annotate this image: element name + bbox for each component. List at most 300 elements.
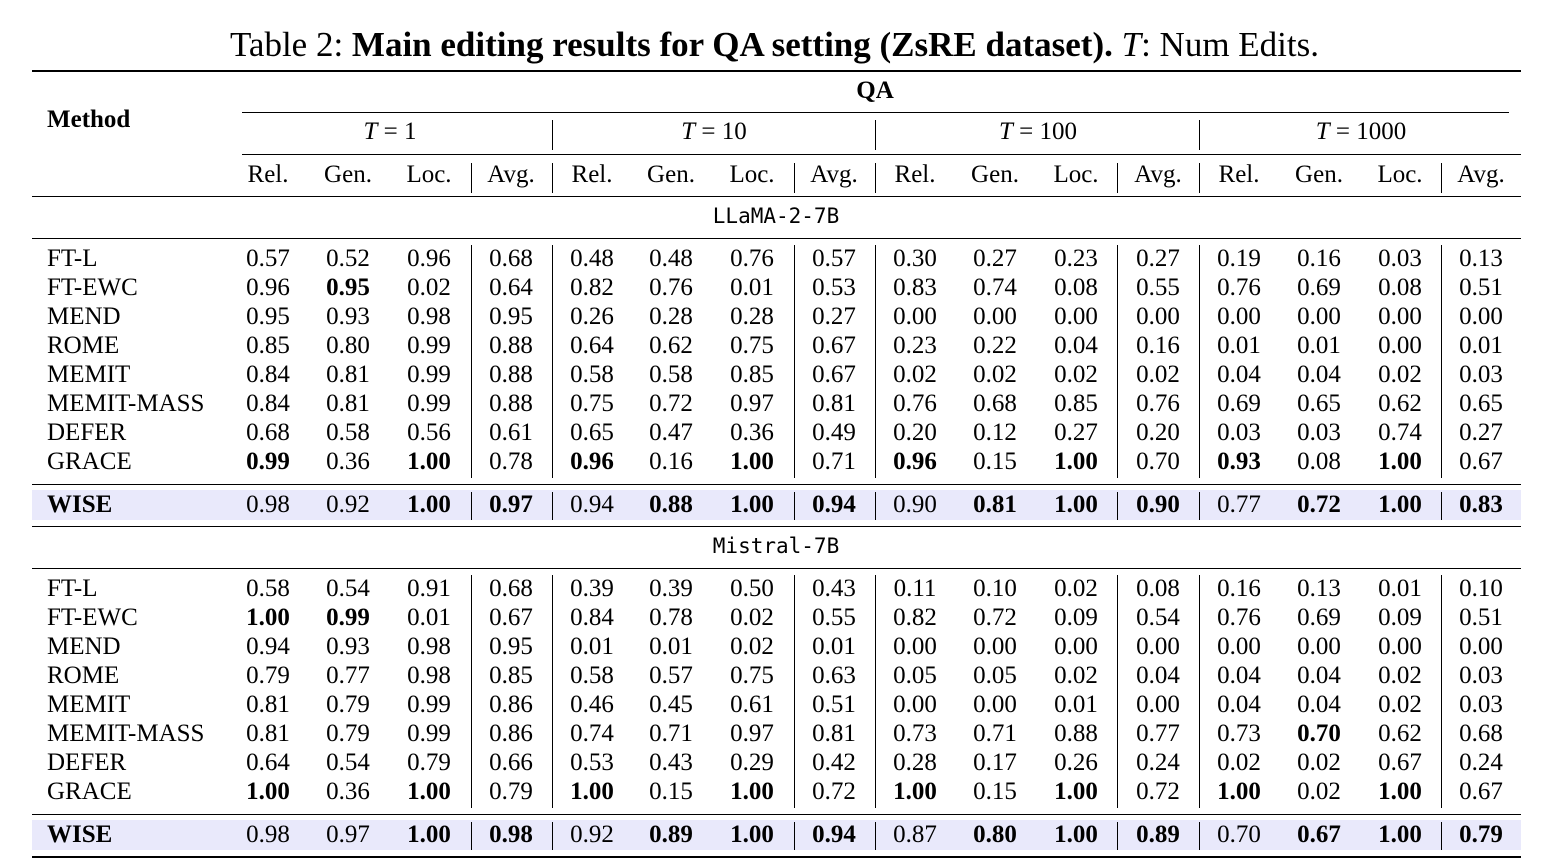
table-cell: 0.67 (489, 604, 533, 631)
table-cell: 0.49 (812, 419, 856, 446)
metric-header-rel: Rel. (894, 161, 936, 188)
table-cell: 0.73 (893, 720, 937, 747)
table-cell: 0.51 (812, 691, 856, 718)
table-cell: 0.27 (1459, 419, 1503, 446)
table-cell: 0.83 (1459, 491, 1503, 518)
column-divider (471, 163, 472, 193)
column-divider (552, 163, 553, 193)
table-cell: 0.00 (1054, 303, 1098, 330)
table-cell: 0.23 (893, 332, 937, 359)
table-cell: 0.56 (407, 419, 451, 446)
table-cell: 0.55 (812, 604, 856, 631)
column-divider (1441, 822, 1442, 850)
table-cell: 0.67 (1378, 749, 1422, 776)
column-divider (1441, 163, 1442, 193)
column-divider (552, 822, 553, 850)
table-cell: 0.04 (1217, 662, 1261, 689)
metric-header-gen: Gen. (1295, 161, 1343, 188)
table-cell: 0.24 (1136, 749, 1180, 776)
section-title-rule (32, 238, 1521, 239)
group-header-qa: QA (856, 77, 894, 104)
table-cell: 0.98 (489, 821, 533, 848)
table-cell: 0.97 (730, 720, 774, 747)
wise-top-rule (32, 814, 1521, 815)
table-cell: 0.75 (570, 390, 614, 417)
column-divider (1117, 492, 1118, 520)
table-cell: 0.57 (246, 245, 290, 272)
table-cell: 0.81 (246, 691, 290, 718)
metric-header-rel: Rel. (247, 161, 289, 188)
table-cell: 0.03 (1459, 662, 1503, 689)
table-cell: 0.05 (973, 662, 1017, 689)
method-name: GRACE (47, 448, 132, 475)
table-cell: 0.00 (1054, 633, 1098, 660)
table-cell: 0.62 (649, 332, 693, 359)
table-cell: 1.00 (246, 604, 290, 631)
table-cell: 0.97 (489, 491, 533, 518)
table-cell: 0.00 (1217, 633, 1261, 660)
table-cell: 0.04 (1217, 361, 1261, 388)
table-cell: 0.81 (812, 720, 856, 747)
table-cell: 0.01 (1378, 575, 1422, 602)
table-cell: 0.10 (1459, 575, 1503, 602)
table-cell: 0.02 (730, 604, 774, 631)
table-cell: 0.72 (973, 604, 1017, 631)
method-name: FT-L (47, 575, 98, 602)
table-cell: 0.99 (407, 332, 451, 359)
table-cell: 0.58 (649, 361, 693, 388)
table-cell: 0.92 (570, 821, 614, 848)
table-cell: 0.93 (1217, 448, 1261, 475)
table-cell: 0.63 (812, 662, 856, 689)
table-cell: 0.00 (1297, 303, 1341, 330)
table-cell: 0.96 (570, 448, 614, 475)
table-cell: 0.94 (246, 633, 290, 660)
table-cell: 0.28 (649, 303, 693, 330)
table-cell: 0.04 (1297, 691, 1341, 718)
table-cell: 0.00 (1217, 303, 1261, 330)
column-divider (1117, 575, 1118, 808)
table-cell: 0.93 (326, 303, 370, 330)
table-cell: 0.15 (649, 778, 693, 805)
table-cell: 0.64 (246, 749, 290, 776)
table-cell: 0.95 (489, 303, 533, 330)
method-name: MEMIT (47, 361, 131, 388)
table-cell: 0.98 (407, 662, 451, 689)
table-cell: 0.04 (1217, 691, 1261, 718)
column-divider (471, 245, 472, 478)
table-cell: 0.74 (973, 274, 1017, 301)
method-name: FT-L (47, 245, 98, 272)
table-cell: 0.43 (649, 749, 693, 776)
edit-count-value: = 100 (1012, 118, 1077, 145)
table-cell: 0.62 (1378, 390, 1422, 417)
table-cell: 1.00 (1054, 821, 1098, 848)
table-cell: 0.00 (1459, 303, 1503, 330)
table-cell: 0.87 (893, 821, 937, 848)
table-cell: 0.01 (1054, 691, 1098, 718)
table-cell: 0.94 (570, 491, 614, 518)
table-cell: 0.08 (1136, 575, 1180, 602)
column-divider (1117, 245, 1118, 478)
table-cell: 0.80 (973, 821, 1017, 848)
table-cell: 0.74 (1378, 419, 1422, 446)
table-cell: 0.72 (1297, 491, 1341, 518)
table-cell: 0.29 (730, 749, 774, 776)
table-cell: 1.00 (1378, 778, 1422, 805)
table-cell: 0.81 (812, 390, 856, 417)
table-cell: 0.68 (489, 575, 533, 602)
column-divider (1441, 245, 1442, 478)
method-name: FT-EWC (47, 274, 138, 301)
table-cell: 0.69 (1297, 604, 1341, 631)
column-divider (1441, 492, 1442, 520)
table-cell: 0.67 (812, 361, 856, 388)
table-cell: 0.42 (812, 749, 856, 776)
column-divider (552, 245, 553, 478)
table-cell: 0.78 (649, 604, 693, 631)
method-name: MEMIT (47, 691, 131, 718)
table-cell: 0.90 (1136, 491, 1180, 518)
table-cell: 0.52 (326, 245, 370, 272)
table-cell: 0.13 (1459, 245, 1503, 272)
table-cell: 0.08 (1297, 448, 1341, 475)
table-cell: 0.68 (246, 419, 290, 446)
table-cell: 0.47 (649, 419, 693, 446)
table-cell: 0.00 (1459, 633, 1503, 660)
table-cell: 0.70 (1297, 720, 1341, 747)
table-cell: 0.67 (1297, 821, 1341, 848)
column-divider (794, 163, 795, 193)
table-cell: 0.81 (326, 390, 370, 417)
table-cell: 0.00 (1136, 691, 1180, 718)
table-cell: 0.16 (1297, 245, 1341, 272)
table-cell: 0.10 (973, 575, 1017, 602)
table-cell: 0.95 (489, 633, 533, 660)
table-cell: 0.79 (1459, 821, 1503, 848)
table-cell: 1.00 (1378, 448, 1422, 475)
table-cell: 1.00 (407, 778, 451, 805)
table-cell: 1.00 (893, 778, 937, 805)
table-cell: 0.88 (489, 390, 533, 417)
table-cell: 0.72 (649, 390, 693, 417)
table-cell: 0.01 (407, 604, 451, 631)
table-cell: 0.36 (326, 778, 370, 805)
table-cell: 0.88 (489, 332, 533, 359)
table-cell: 0.72 (812, 778, 856, 805)
table-cell: 0.00 (973, 633, 1017, 660)
table-cell: 0.92 (326, 491, 370, 518)
table-cell: 0.20 (1136, 419, 1180, 446)
table-cell: 0.99 (407, 720, 451, 747)
column-divider (1441, 575, 1442, 808)
metric-header-avg: Avg. (1457, 161, 1505, 188)
table-cell: 0.15 (973, 448, 1017, 475)
table-cell: 0.03 (1378, 245, 1422, 272)
table-cell: 0.02 (407, 274, 451, 301)
column-divider (1199, 245, 1200, 478)
table-cell: 0.03 (1459, 361, 1503, 388)
metric-header-rel: Rel. (1218, 161, 1260, 188)
metric-header-avg: Avg. (487, 161, 535, 188)
table-cell: 0.84 (246, 361, 290, 388)
column-divider (875, 163, 876, 193)
metric-header-gen: Gen. (647, 161, 695, 188)
method-name: GRACE (47, 778, 132, 805)
method-name: DEFER (47, 419, 127, 446)
table-cell: 0.36 (730, 419, 774, 446)
table-cell: 0.76 (1136, 390, 1180, 417)
table-cell: 0.91 (407, 575, 451, 602)
table-cell: 0.94 (812, 821, 856, 848)
table-cell: 1.00 (730, 491, 774, 518)
table-cell: 0.67 (1459, 778, 1503, 805)
group-divider (552, 120, 553, 150)
table-cell: 0.93 (326, 633, 370, 660)
table-cell: 0.27 (812, 303, 856, 330)
table-cell: 0.00 (973, 303, 1017, 330)
table-cell: 0.79 (246, 662, 290, 689)
table-cell: 0.24 (1459, 749, 1503, 776)
table-cell: 0.88 (1054, 720, 1098, 747)
table-cell: 0.01 (1297, 332, 1341, 359)
column-divider (1117, 163, 1118, 193)
table-cell: 0.65 (1459, 390, 1503, 417)
table-cell: 0.00 (1378, 332, 1422, 359)
table-cell: 0.03 (1459, 691, 1503, 718)
table-cell: 0.39 (649, 575, 693, 602)
table-cell: 0.79 (407, 749, 451, 776)
table-cell: 0.20 (893, 419, 937, 446)
metric-header-rel: Rel. (571, 161, 613, 188)
table-cell: 0.28 (893, 749, 937, 776)
edit-count-value: = 1 (377, 118, 417, 145)
column-divider (1199, 163, 1200, 193)
table-cell: 0.88 (489, 361, 533, 388)
column-divider (875, 822, 876, 850)
table-cell: 0.39 (570, 575, 614, 602)
table-cell: 0.97 (326, 821, 370, 848)
table-cell: 0.16 (649, 448, 693, 475)
table-cell: 0.76 (1217, 604, 1261, 631)
table-cell: 1.00 (730, 821, 774, 848)
table-cell: 0.74 (570, 720, 614, 747)
table-cell: 0.09 (1054, 604, 1098, 631)
table-cell: 1.00 (1217, 778, 1261, 805)
table-cell: 0.16 (1217, 575, 1261, 602)
table-cell: 0.58 (246, 575, 290, 602)
table-cell: 0.02 (1297, 778, 1341, 805)
caption-suffix: : Num Edits. (1141, 25, 1320, 64)
method-name: MEMIT-MASS (47, 390, 205, 417)
edit-count-header (1281, 118, 1441, 146)
table-cell: 0.16 (1136, 332, 1180, 359)
edit-symbol: T (1315, 118, 1330, 145)
column-divider (471, 575, 472, 808)
table-cell: 0.71 (812, 448, 856, 475)
table-cell: 0.02 (1054, 361, 1098, 388)
table-cell: 1.00 (407, 448, 451, 475)
table-cell: 0.02 (893, 361, 937, 388)
group-underline (242, 112, 1509, 113)
table-cell: 0.01 (730, 274, 774, 301)
table-cell: 0.90 (893, 491, 937, 518)
table-cell: 0.76 (730, 245, 774, 272)
method-column-header: Method (47, 106, 131, 133)
column-divider (471, 492, 472, 520)
wise-top-rule (32, 484, 1521, 485)
table-cell: 0.02 (1217, 749, 1261, 776)
table-cell: 0.02 (1378, 691, 1422, 718)
table-cell: 0.28 (730, 303, 774, 330)
method-name: DEFER (47, 749, 127, 776)
table-cell: 0.54 (326, 749, 370, 776)
method-name: FT-EWC (47, 604, 138, 631)
edit-count-value: = 10 (695, 118, 747, 145)
column-divider (875, 245, 876, 478)
method-name-wise: WISE (47, 491, 113, 518)
table-cell: 0.85 (1054, 390, 1098, 417)
table-cell: 0.78 (489, 448, 533, 475)
table-cell: 0.02 (1378, 361, 1422, 388)
table-cell: 0.79 (326, 691, 370, 718)
table-cell: 0.54 (326, 575, 370, 602)
metric-header-gen: Gen. (324, 161, 372, 188)
table-cell: 0.66 (489, 749, 533, 776)
table-cell: 0.85 (246, 332, 290, 359)
table-cell: 0.84 (246, 390, 290, 417)
edit-count-header (310, 118, 470, 146)
column-divider (1117, 822, 1118, 850)
table-cell: 0.99 (407, 691, 451, 718)
column-divider (1199, 492, 1200, 520)
table-cell: 0.67 (1459, 448, 1503, 475)
table-cell: 0.71 (649, 720, 693, 747)
table-cell: 0.03 (1217, 419, 1261, 446)
table-cell: 0.27 (1136, 245, 1180, 272)
table-cell: 0.77 (1136, 720, 1180, 747)
method-name-wise: WISE (47, 821, 113, 848)
table-cell: 0.85 (489, 662, 533, 689)
table-cell: 0.02 (730, 633, 774, 660)
table-cell: 0.01 (812, 633, 856, 660)
caption-prefix: Table 2: (229, 25, 352, 64)
table-cell: 0.70 (1217, 821, 1261, 848)
table-cell: 0.62 (1378, 720, 1422, 747)
table-cell: 0.57 (649, 662, 693, 689)
table-cell: 0.01 (1459, 332, 1503, 359)
table-cell: 0.77 (326, 662, 370, 689)
table-cell: 1.00 (730, 448, 774, 475)
table-cell: 0.99 (407, 390, 451, 417)
table-cell: 0.58 (570, 361, 614, 388)
table-cell: 0.01 (570, 633, 614, 660)
table-cell: 0.76 (1217, 274, 1261, 301)
table-cell: 0.84 (570, 604, 614, 631)
table-cell: 0.02 (1054, 575, 1098, 602)
table-cell: 0.96 (407, 245, 451, 272)
table-cell: 0.02 (1136, 361, 1180, 388)
table-cell: 0.81 (326, 361, 370, 388)
table-cell: 0.00 (1297, 633, 1341, 660)
section-end-rule (32, 526, 1521, 527)
table-cell: 0.79 (326, 720, 370, 747)
method-name: MEND (47, 303, 121, 330)
table-cell: 0.98 (407, 633, 451, 660)
table-cell: 0.30 (893, 245, 937, 272)
table-cell: 0.03 (1297, 419, 1341, 446)
table-cell: 0.68 (489, 245, 533, 272)
table-cell: 0.67 (812, 332, 856, 359)
table-cell: 0.00 (893, 303, 937, 330)
table-cell: 0.99 (246, 448, 290, 475)
table-cell: 0.82 (570, 274, 614, 301)
table-cell: 0.69 (1217, 390, 1261, 417)
table-cell: 0.50 (730, 575, 774, 602)
table-cell: 1.00 (1054, 778, 1098, 805)
table-cell: 0.02 (1054, 662, 1098, 689)
edit-count-header (958, 118, 1118, 146)
metric-header-loc: Loc. (1377, 161, 1423, 188)
table-cell: 0.00 (1378, 303, 1422, 330)
column-divider (1199, 575, 1200, 808)
table-cell: 0.69 (1297, 274, 1341, 301)
table-cell: 0.17 (973, 749, 1017, 776)
table-cell: 0.61 (730, 691, 774, 718)
group-divider (875, 120, 876, 150)
table-cell: 0.45 (649, 691, 693, 718)
column-divider (875, 575, 876, 808)
table-cell: 0.75 (730, 332, 774, 359)
table-cell: 0.48 (649, 245, 693, 272)
column-divider (552, 575, 553, 808)
edit-count-value: = 1000 (1329, 118, 1407, 145)
table-cell: 0.27 (1054, 419, 1098, 446)
table-cell: 0.58 (326, 419, 370, 446)
table-cell: 0.23 (1054, 245, 1098, 272)
table-cell: 0.46 (570, 691, 614, 718)
table-cell: 0.02 (1297, 749, 1341, 776)
table-cell: 0.85 (730, 361, 774, 388)
table-cell: 0.22 (973, 332, 1017, 359)
table-cell: 0.75 (730, 662, 774, 689)
table-cell: 0.89 (649, 821, 693, 848)
edit-symbol: T (681, 118, 696, 145)
model-section-title: Mistral-7B (712, 534, 840, 558)
table-cell: 0.65 (1297, 390, 1341, 417)
table-cell: 1.00 (407, 491, 451, 518)
table-cell: 1.00 (1378, 491, 1422, 518)
table-cell: 0.19 (1217, 245, 1261, 272)
table-cell: 0.00 (1378, 633, 1422, 660)
column-divider (1199, 822, 1200, 850)
table-cell: 0.05 (893, 662, 937, 689)
table-cell: 0.15 (973, 778, 1017, 805)
table-cell: 0.86 (489, 691, 533, 718)
table-cell: 0.36 (326, 448, 370, 475)
method-name: MEND (47, 633, 121, 660)
metric-header-loc: Loc. (729, 161, 775, 188)
table-cell: 1.00 (1378, 821, 1422, 848)
table-cell: 0.55 (1136, 274, 1180, 301)
table-cell: 0.81 (973, 491, 1017, 518)
table-cell: 0.96 (893, 448, 937, 475)
table-cell: 0.12 (973, 419, 1017, 446)
table-cell: 0.98 (246, 491, 290, 518)
table-top-rule (32, 70, 1521, 72)
table-cell: 0.51 (1459, 274, 1503, 301)
table-cell: 0.02 (973, 361, 1017, 388)
